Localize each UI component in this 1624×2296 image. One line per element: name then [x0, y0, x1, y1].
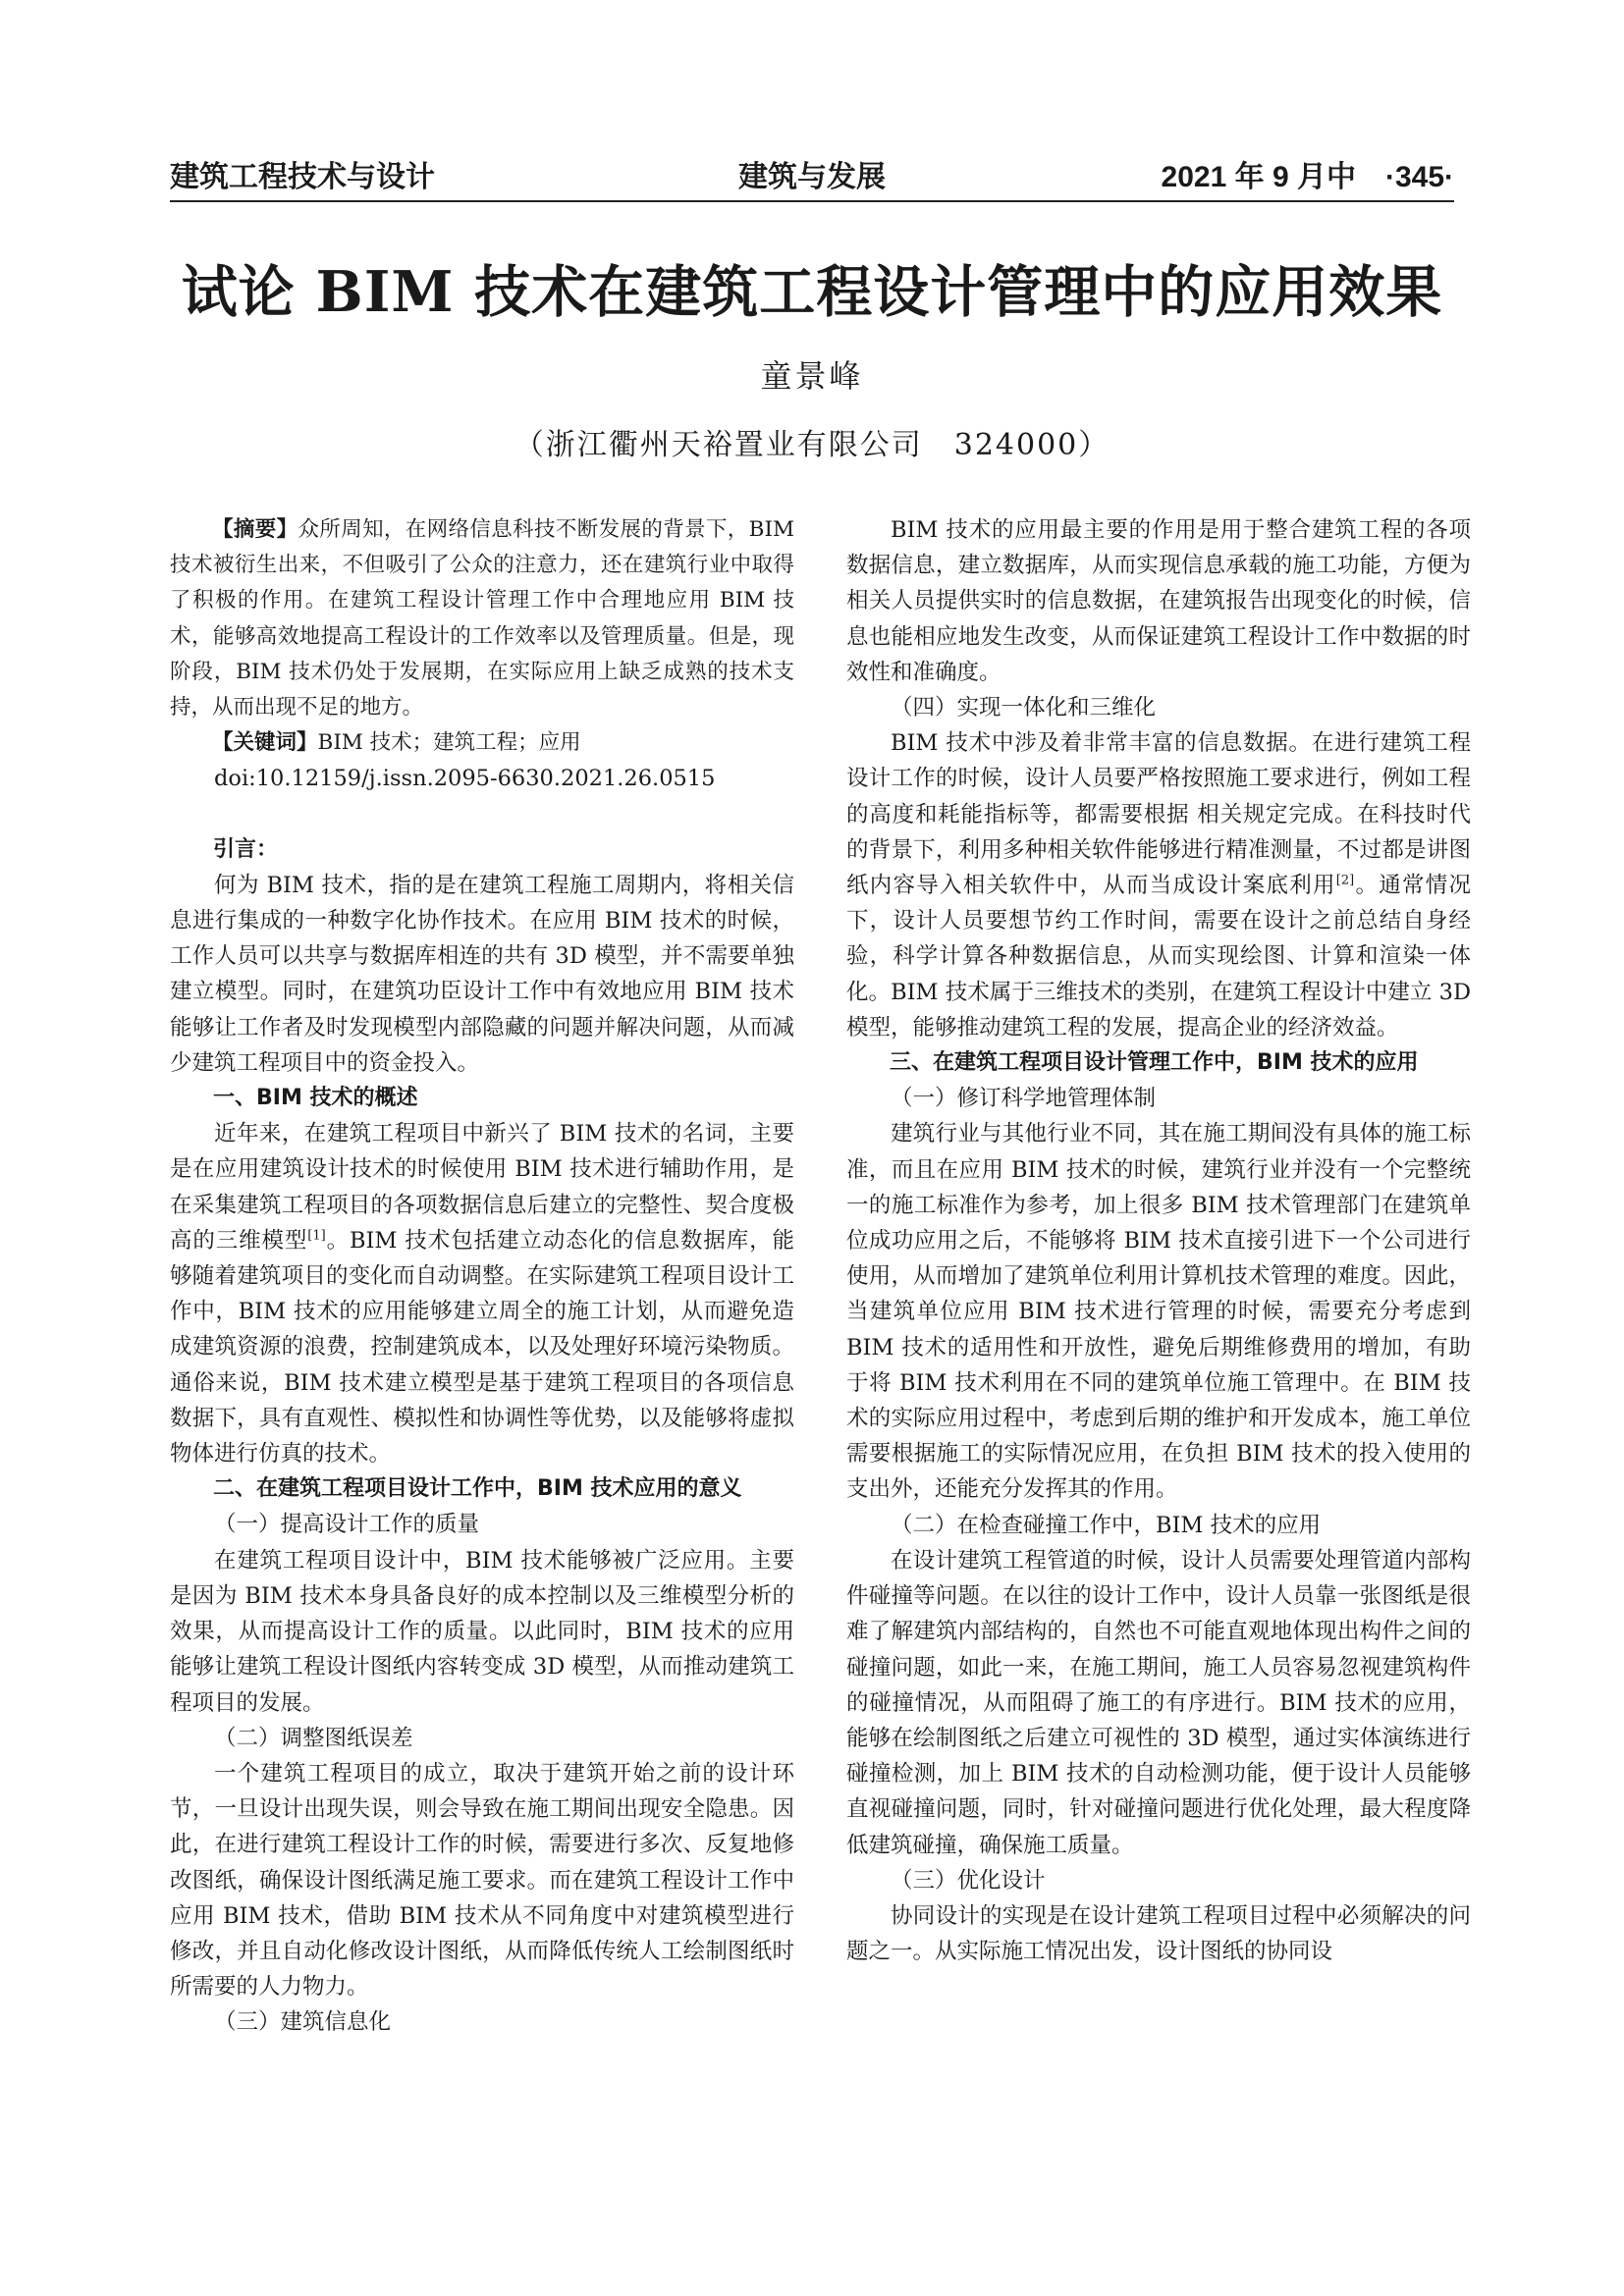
intro-heading: 引言：	[213, 836, 279, 862]
section-3-1-heading: （一）修订科学地管理体制	[891, 1086, 1157, 1112]
section-2-4-text-b: 。通常情况下，设计人员要想节约工作时间，需要在设计之前总结自身经验，科学计算各种数据信息，从而实现绘图、计算和渲染一体化。BIM 技术属于三维技术的类别，在建筑工程设计中建立 3D 模型，能够推动建筑工程的发展，提高企业的经济效益。	[846, 873, 1471, 1041]
abstract-label: 【摘要】	[212, 517, 298, 542]
section-1-heading: 一、BIM 技术的概述	[213, 1086, 418, 1111]
section-1-text-a: 近年来，在建筑工程项目中新兴了 BIM 技术的名词，主要是在应用建筑设计技术的时候使用 BIM 技术进行辅助作用，是在采集建筑工程项目的各项数据信息后建立的完整性、契合度极高的三维模型	[170, 1121, 794, 1254]
article-title: 试论 BIM 技术在建筑工程设计管理中的应用效果	[181, 259, 1443, 325]
abstract-block	[170, 512, 794, 761]
section-2-3-paragraph: BIM 技术的应用最主要的作用是用于整合建筑工程的各项数据信息，建立数据库，从而实现信息承载的施工功能，方便为相关人员提供实时的信息数据，在建筑报告出现变化的时候，信息也能相应地发生改变，从而保证建筑工程设计工作中数据的时效性和准确度。	[846, 517, 1471, 685]
section-2-3-heading: （三）建筑信息化	[214, 2009, 392, 2036]
section-3-3-paragraph: 协同设计的实现是在设计建筑工程项目过程中必须解决的问题之一。从实际施工情况出发，设计图纸的协同设	[846, 1902, 1471, 1965]
left-column	[170, 512, 794, 2041]
header-date-page: 2021 年 9 月中 ·345·	[1161, 161, 1454, 193]
author-affiliation: （浙江衢州天裕置业有限公司 324000）	[514, 428, 1110, 462]
section-1-paragraph	[170, 1116, 794, 1471]
header-journal-section: 建筑工程技术与设计	[170, 161, 435, 193]
header-divider	[170, 200, 1454, 202]
section-1-text-b: 。BIM 技术包括建立动态化的信息数据库，能够随着建筑项目的变化而自动调整。在实际建筑工程项目设计工作中，BIM 技术的应用能够建立周全的施工计划，从而避免造成建筑资源的浪费，控制建筑成本，以及处理好环境污染物质。通俗来说，BIM 技术建立模型是基于建筑工程项目的各项信息数据下，具有直观性、模拟性和协调性等优势，以及能够将虚拟物体进行仿真的技术。	[170, 1227, 794, 1468]
abstract-text: 众所周知，在网络信息科技不断发展的背景下，BIM 技术被衍生出来，不但吸引了公众的注意力，还在建筑行业中取得了积极的作用。在建筑工程设计管理工作中合理地应用 BIM 技术，能够高效地提高工程设计的工作效率以及管理质量。但是，现阶段，BIM 技术仍处于发展期，在实际应用上缺乏成熟的技术支持，从而出现不足的地方。	[170, 517, 794, 721]
section-3-heading: 三、在建筑工程项目设计管理工作中，BIM 技术的应用	[890, 1050, 1419, 1076]
intro-paragraph: 何为 BIM 技术，指的是在建筑工程施工周期内，将相关信息进行集成的一种数字化协作技术。在应用 BIM 技术的时候，工作人员可以共享与数据库相连的共有 3D 模型，并不需要单独建立模型。同时，在建筑功臣设计工作中有效地应用 BIM 技术能够让工作者及时发现模型内部隐藏的问题并解决问题，从而减少建筑工程项目中的资金投入。	[170, 872, 794, 1076]
section-2-2-heading: （二）调整图纸误差	[214, 1725, 413, 1751]
right-column	[846, 512, 1471, 1969]
spacer	[170, 797, 794, 832]
section-3-2-heading: （二）在检查碰撞工作中，BIM 技术的应用	[891, 1512, 1322, 1538]
doi: doi:10.12159/j.issn.2095-6630.2021.26.0515	[214, 766, 716, 792]
section-2-2-paragraph: 一个建筑工程项目的成立，取决于建筑开始之前的设计环节，一旦设计出现失误，则会导致在施工期间出现安全隐患。因此，在进行建筑工程设计工作的时候，需要进行多次、反复地修改图纸，确保设计图纸满足施工要求。而在建筑工程设计工作中应用 BIM 技术，借助 BIM 技术从不同角度中对建筑模型进行修改，并且自动化修改设计图纸，从而降低传统人工绘制图纸时所需要的人力物力。	[170, 1760, 794, 2001]
section-2-4-paragraph	[846, 725, 1471, 1045]
section-3-1-paragraph: 建筑行业与其他行业不同，其在施工期间没有具体的施工标准，而且在应用 BIM 技术的时候，建筑行业并没有一个完整统一的施工标准作为参考，加上很多 BIM 技术管理部门在建筑单位成功应用之后，不能够将 BIM 技术直接引进下一个公司进行使用，从而增加了建筑单位利用计算机技术管理的难度。因此，当建筑单位应用 BIM 技术进行管理的时候，需要充分考虑到 BIM 技术的适用性和开放性，避免后期维修费用的增加，有助于将 BIM 技术利用在不同的建筑单位施工管理中。在 BIM 技术的实际应用过程中，考虑到后期的维护和开发成本，施工单位需要根据施工的实际情况应用，在负担 BIM 技术的投入使用的支出外，还能充分发挥其的作用。	[846, 1121, 1471, 1503]
section-2-4-heading: （四）实现一体化和三维化	[891, 695, 1157, 721]
section-2-4-text-a: BIM 技术中涉及着非常丰富的信息数据。在进行建筑工程设计工作的时候，设计人员要严格按照施工要求进行，例如工程的高度和耗能指标等，都需要根据 相关规定完成。在科技时代的背景下，利用多种相关软件能够进行精准测量，不过都是讲图纸内容导入相关软件中，从而当成设计案底利用	[846, 730, 1471, 899]
section-2-heading: 二、在建筑工程项目设计工作中，BIM 技术应用的意义	[213, 1476, 742, 1502]
keywords-label: 【关键词】	[212, 730, 318, 756]
article-author: 童景峰	[760, 357, 864, 395]
keywords-paragraph	[170, 725, 794, 761]
citation-1[interactable]: [1]	[307, 1228, 326, 1244]
header-journal-name: 建筑与发展	[738, 161, 886, 193]
section-2-1-heading: （一）提高设计工作的质量	[214, 1512, 480, 1538]
running-header	[170, 152, 1454, 197]
citation-2[interactable]: [2]	[1335, 873, 1355, 888]
section-2-1-paragraph: 在建筑工程项目设计中，BIM 技术能够被广泛应用。主要是因为 BIM 技术本身具备良好的成本控制以及三维模型分析的效果，从而提高设计工作的质量。以此同时，BIM 技术的应用能够让建筑工程设计图纸内容转变成 3D 模型，从而推动建筑工程项目的发展。	[170, 1547, 794, 1716]
section-3-2-paragraph: 在设计建筑工程管道的时候，设计人员需要处理管道内部构件碰撞等问题。在以往的设计工作中，设计人员靠一张图纸是很难了解建筑内部结构的，自然也不可能直观地体现出构件之间的碰撞问题，如此一来，在施工期间，施工人员容易忽视建筑构件的碰撞情况，从而阻碍了施工的有序进行。BIM 技术的应用，能够在绘制图纸之后建立可视性的 3D 模型，通过实体演练进行碰撞检测，加上 BIM 技术的自动检测功能，便于设计人员能够直视碰撞问题，同时，针对碰撞问题进行优化处理，最大程度降低建筑碰撞，确保施工质量。	[846, 1547, 1471, 1858]
section-3-3-heading: （三）优化设计	[891, 1867, 1046, 1894]
keywords-text: BIM 技术；建筑工程；应用	[317, 730, 581, 756]
abstract-paragraph	[170, 512, 794, 725]
